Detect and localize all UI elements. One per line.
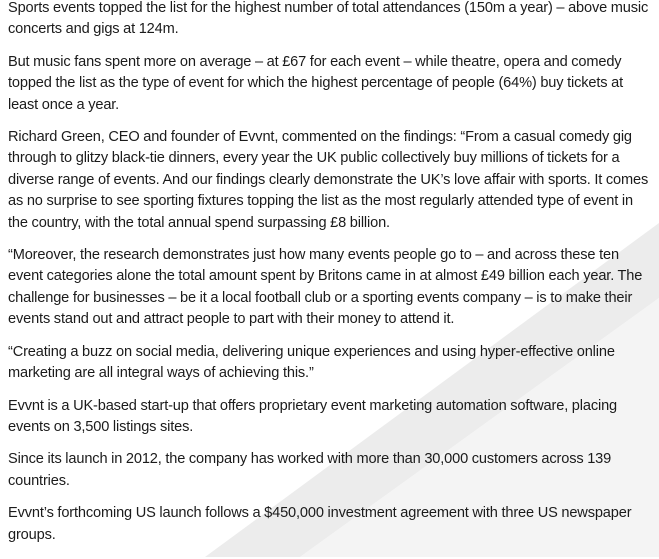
paragraph-attendance: Sports events topped the list for the highest number of total attendances (150m a year) – above music concerts and gigs at 124m. bbox=[8, 0, 649, 38]
paragraph-us-launch: Evvnt’s forthcoming US launch follows a $450,000 investment agreement with three US newspaper groups. bbox=[8, 505, 632, 543]
paragraph-ceo-quote: Richard Green, CEO and founder of Evvnt, commented on the findings: “From a casual comedy gig through to glitzy black-tie dinners, every year the UK public collectively buy millions of tickets for a diverse range of events. And our findings clearly demonstrate the UK’s love affair with sports. It comes as no surprise to see sporting fixtures topping the list as the most regularly attended type of event in the country, with the total annual spend surpassing £8 billion. bbox=[8, 129, 649, 231]
paragraph-research: “Moreover, the research demonstrates just how many events people go to – and across these ten event categories alone the total amount spent by Britons came in at almost £49 billion each year. The challenge for businesses – be it a local football club or a sporting events company – is to make their events stand out and attract people to part with their money to attend it. bbox=[8, 247, 643, 328]
paragraph-company-about: Evvnt is a UK-based start-up that offers proprietary event marketing automation software, placing events on 3,500 listings sites. bbox=[8, 397, 617, 435]
paragraph-spending: But music fans spent more on average – at £67 for each event – while theatre, opera and comedy topped the list as the type of event for which the highest percentage of people (64%) buy tickets at least once a year. bbox=[8, 53, 623, 113]
paragraph-customers: Since its launch in 2012, the company has worked with more than 30,000 customers across 139 countries. bbox=[8, 451, 612, 489]
paragraph-buzz-quote: “Creating a buzz on social media, delivering unique experiences and using hyper-effective online marketing are all integral ways of achieving this.” bbox=[8, 343, 615, 382]
